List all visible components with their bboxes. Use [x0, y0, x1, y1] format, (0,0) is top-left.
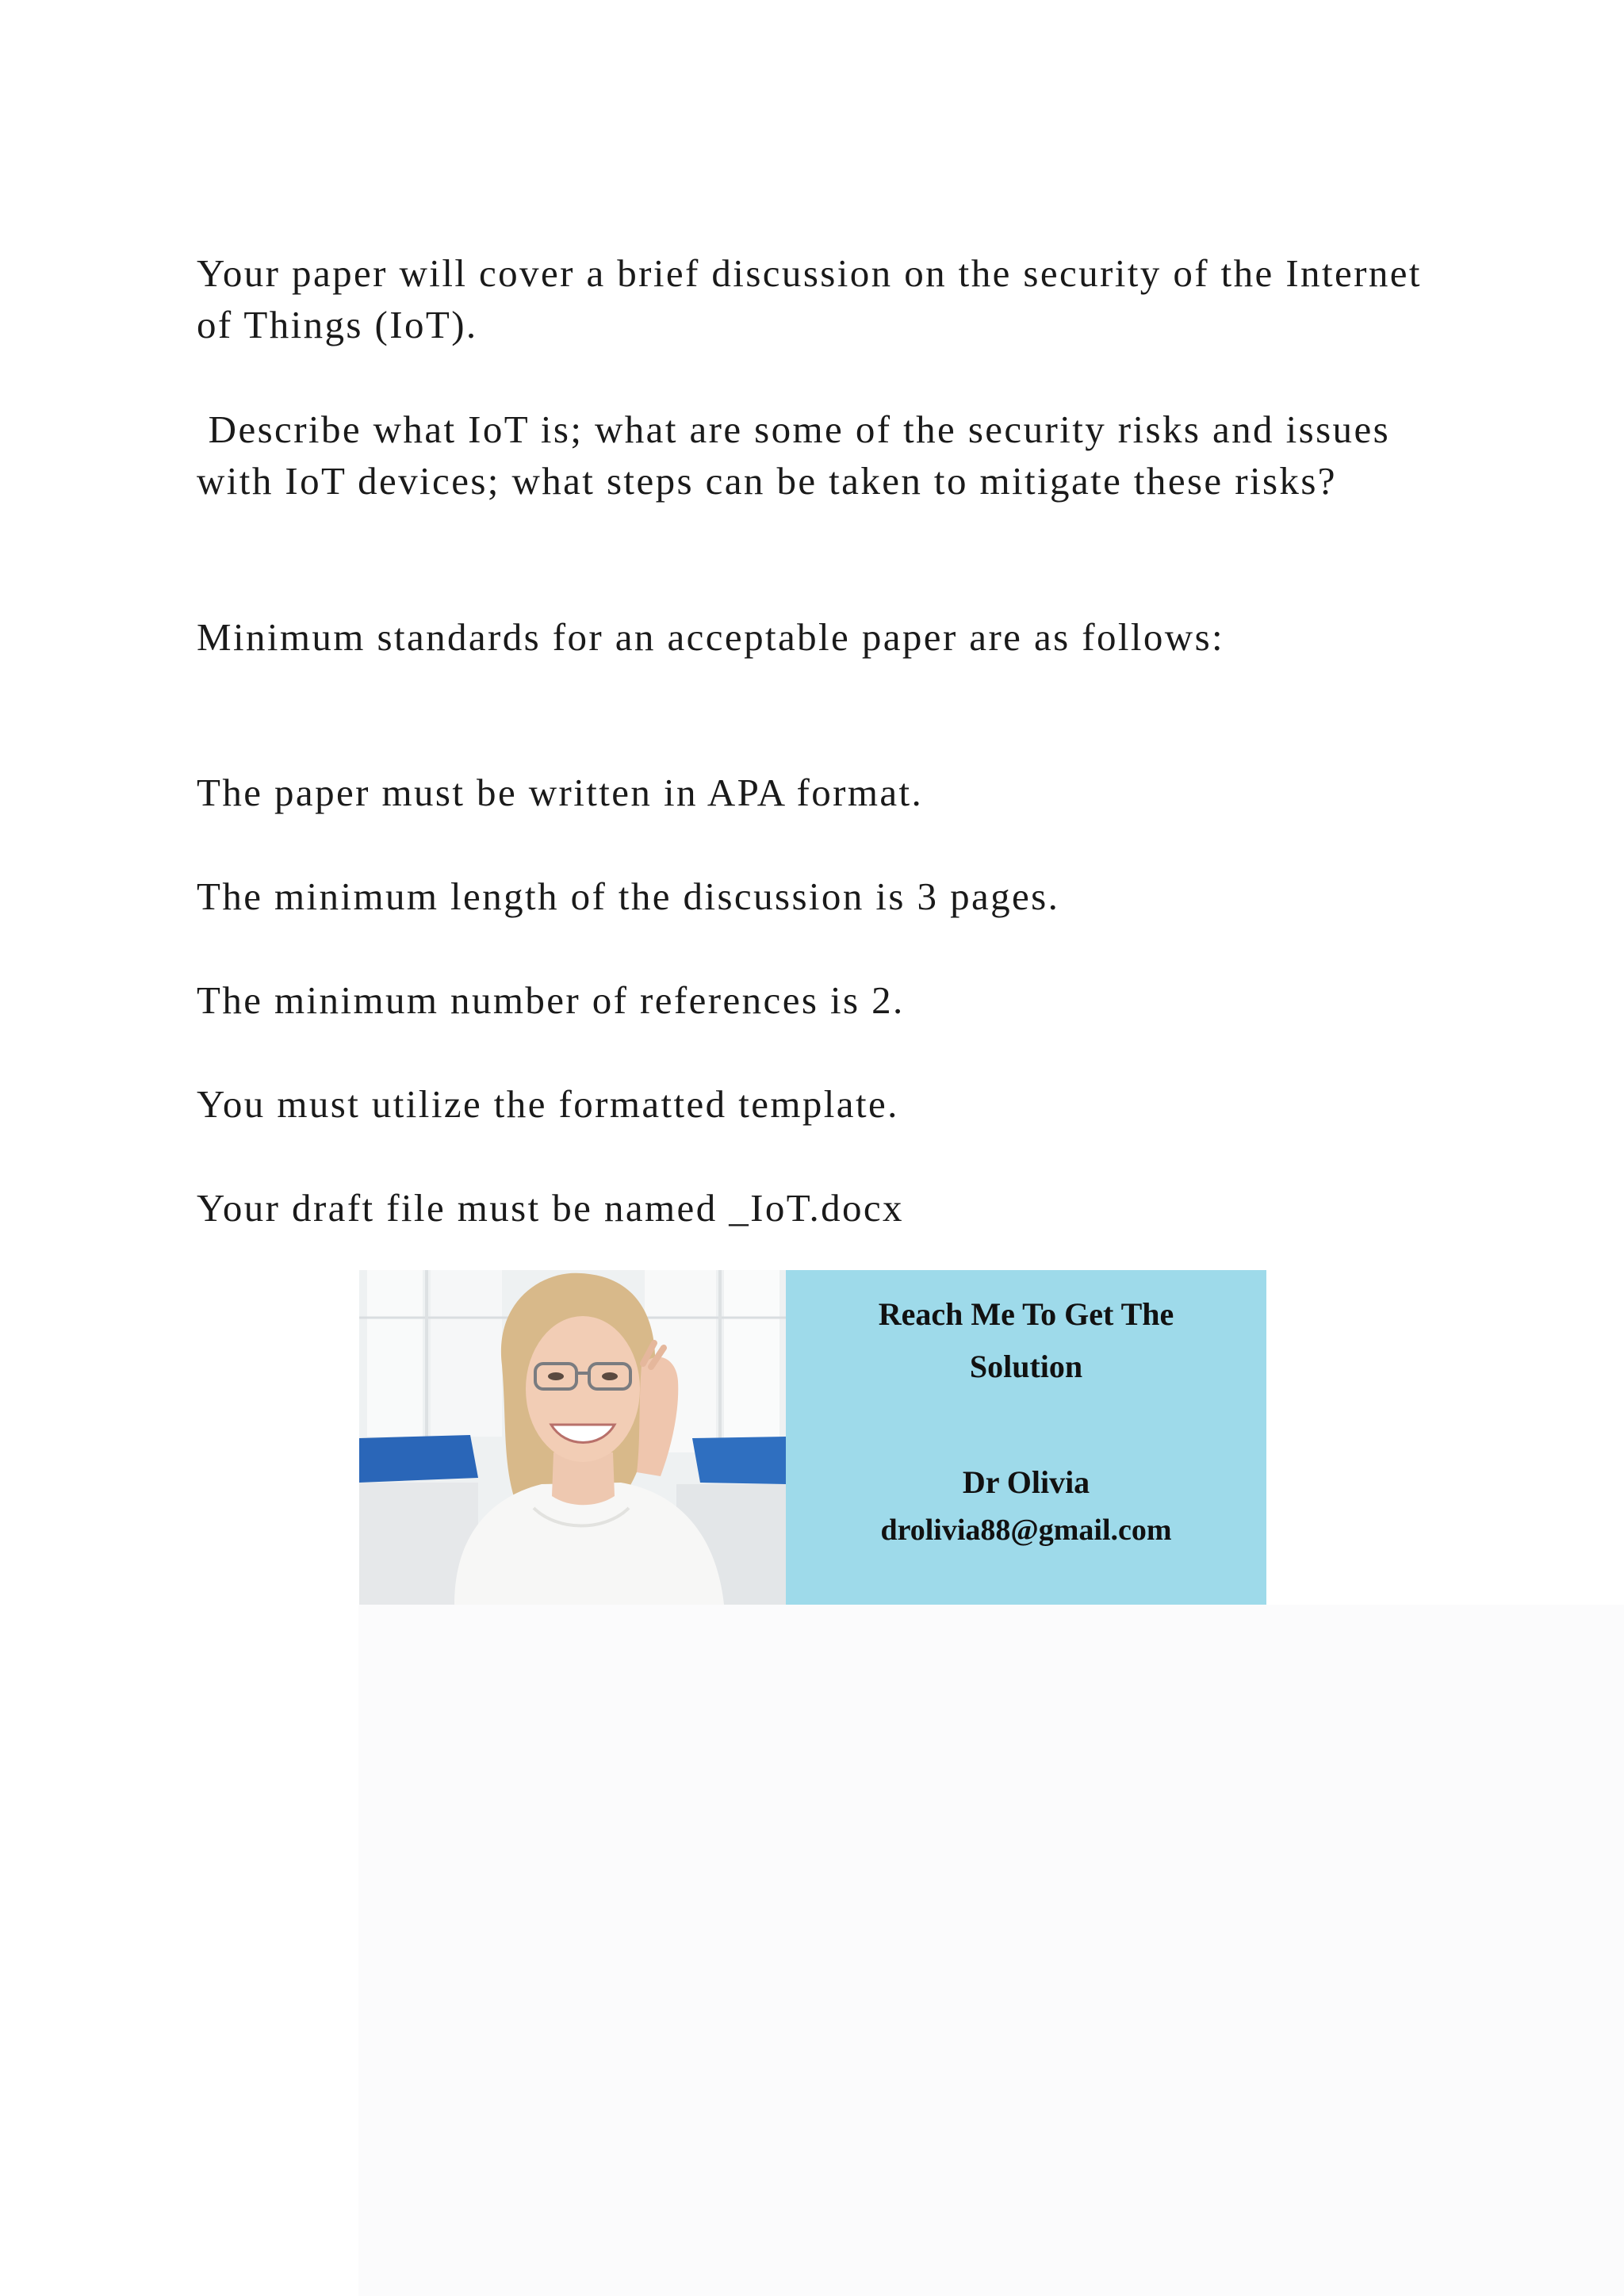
describe-paragraph: Describe what IoT is; what are some of the security risks and issues with IoT devices; what steps can be taken to mitigate these risks? — [197, 408, 1402, 503]
contact-email: drolivia88@gmail.com — [880, 1513, 1172, 1547]
contact-name: Dr Olivia — [962, 1464, 1090, 1500]
page-shade — [358, 1605, 1624, 2296]
promo-heading-line-2: Solution — [969, 1349, 1083, 1384]
contact-panel — [786, 1270, 1266, 1605]
smiling-woman-photo — [359, 1270, 786, 1605]
requirement-apa-format: The paper must be written in APA format. — [197, 771, 924, 814]
requirement-file-name: Your draft file must be named _IoT.docx — [197, 1186, 904, 1230]
promo-heading-line-1: Reach Me To Get The — [878, 1296, 1174, 1332]
minimum-standards-heading: Minimum standards for an acceptable paper are as follows: — [197, 615, 1225, 659]
requirement-template: You must utilize the formatted template. — [197, 1082, 899, 1126]
requirement-references: The minimum number of references is 2. — [197, 978, 905, 1022]
promo-banner — [359, 1270, 1266, 1605]
intro-paragraph: Your paper will cover a brief discussion on the security of the Internet of Things (IoT). — [197, 251, 1434, 346]
requirement-minimum-length: The minimum length of the discussion is 3 pages. — [197, 874, 1060, 918]
